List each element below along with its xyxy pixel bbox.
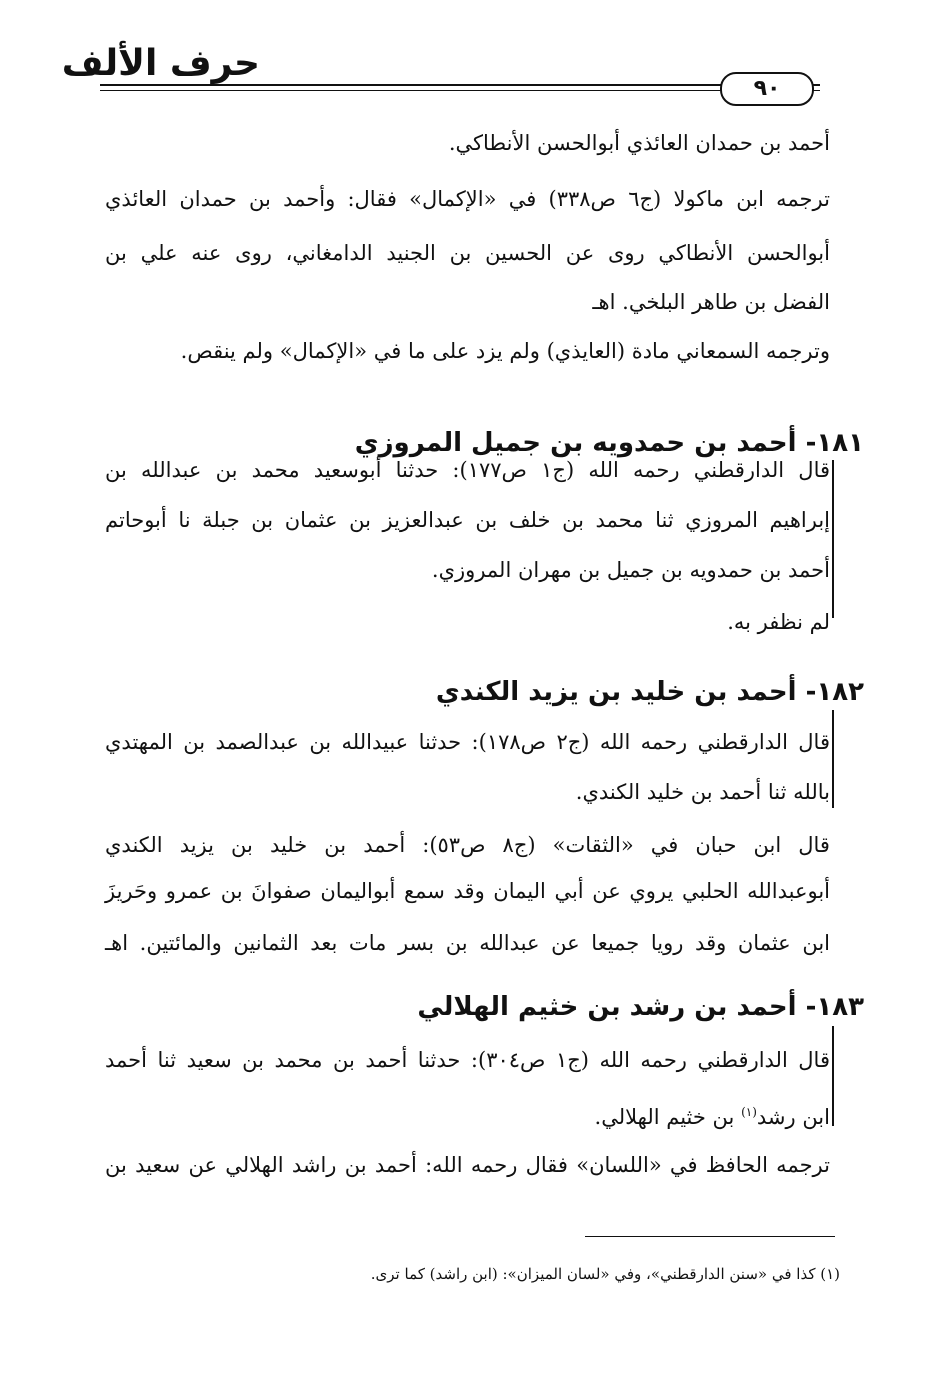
intro-line: ترجمه ابن ماكولا (ج٦ ص٣٣٨) في «الإكمال» فقال: وأحمد بن حمدان العائذي	[105, 187, 830, 211]
entry-bar	[832, 1026, 834, 1126]
footnote-reference[interactable]: (١)	[741, 1105, 757, 1119]
entry-line: أبوعبدالله الحلبي يروي عن أبي اليمان وقد سمع أبواليمان صفوانَ بن عمرو وحَريزَ	[105, 879, 830, 903]
header-rule-thin	[100, 90, 820, 91]
entry-heading: ١٨٢- أحمد بن خليد بن يزيد الكندي	[435, 677, 864, 707]
page-number: ٩٠	[720, 72, 814, 106]
entry-bar	[832, 460, 834, 618]
entry-line: قال الدارقطني رحمه الله (ج١ ص٣٠٤): حدثنا أحمد بن محمد بن سعيد ثنا أحمد	[105, 1048, 830, 1072]
entry-line-with-footnote	[105, 1097, 830, 1132]
intro-line: أحمد بن حمدان العائذي أبوالحسن الأنطاكي.	[448, 131, 830, 155]
entry-line-text: بن خثيم الهلالي.	[594, 1105, 742, 1129]
entry-line: ابن عثمان وقد رويا جميعا عن عبدالله بن بسر مات بعد الثمانين والمائتين. اهـ	[105, 931, 830, 955]
entry-line: لم نظفر به.	[727, 610, 830, 634]
entry-heading: ١٨١- أحمد بن حمدويه بن جميل المروزي	[354, 428, 864, 458]
entry-line: أحمد بن حمدويه بن جميل بن مهران المروزي.	[431, 558, 830, 582]
chapter-title: حرف الألف	[61, 43, 260, 84]
intro-line: الفضل بن طاهر البلخي. اهـ	[592, 290, 830, 314]
footnote: (١) كذا في «سنن الدارقطني»، وفي «لسان الميزان»: (ابن راشد) كما ترى.	[370, 1265, 840, 1283]
entry-line: ترجمه الحافظ في «اللسان» فقال رحمه الله: أحمد بن راشد الهلالي عن سعيد بن	[105, 1153, 830, 1177]
entry-line: قال الدارقطني رحمه الله (ج٢ ص١٧٨): حدثنا عبيدالله بن عبدالصمد بن المهتدي	[105, 730, 830, 754]
intro-line: أبوالحسن الأنطاكي روى عن الحسين بن الجنيد الدامغاني، روى عنه علي بن	[105, 241, 830, 265]
header-rule	[100, 84, 820, 86]
footnote-rule	[585, 1236, 835, 1237]
entry-bar	[832, 710, 834, 808]
entry-line: بالله ثنا أحمد بن خليد الكندي.	[575, 780, 830, 804]
entry-line: إبراهيم المروزي ثنا محمد بن خلف بن عبدالعزيز بن عثمان بن جبلة نا أبوحاتم	[105, 508, 830, 532]
entry-heading: ١٨٣- أحمد بن رشد بن خثيم الهلالي	[417, 992, 864, 1022]
entry-line-text: ابن رشد	[756, 1105, 830, 1129]
entry-line: قال الدارقطني رحمه الله (ج١ ص١٧٧): حدثنا أبوسعيد محمد بن عبدالله بن	[105, 458, 830, 482]
entry-line: قال ابن حبان في «الثقات» (ج٨ ص٥٣): أحمد بن خليد بن يزيد الكندي	[105, 833, 830, 857]
intro-line: وترجمه السمعاني مادة (العايذي) ولم يزد على ما في «الإكمال» ولم ينقص.	[180, 339, 830, 363]
